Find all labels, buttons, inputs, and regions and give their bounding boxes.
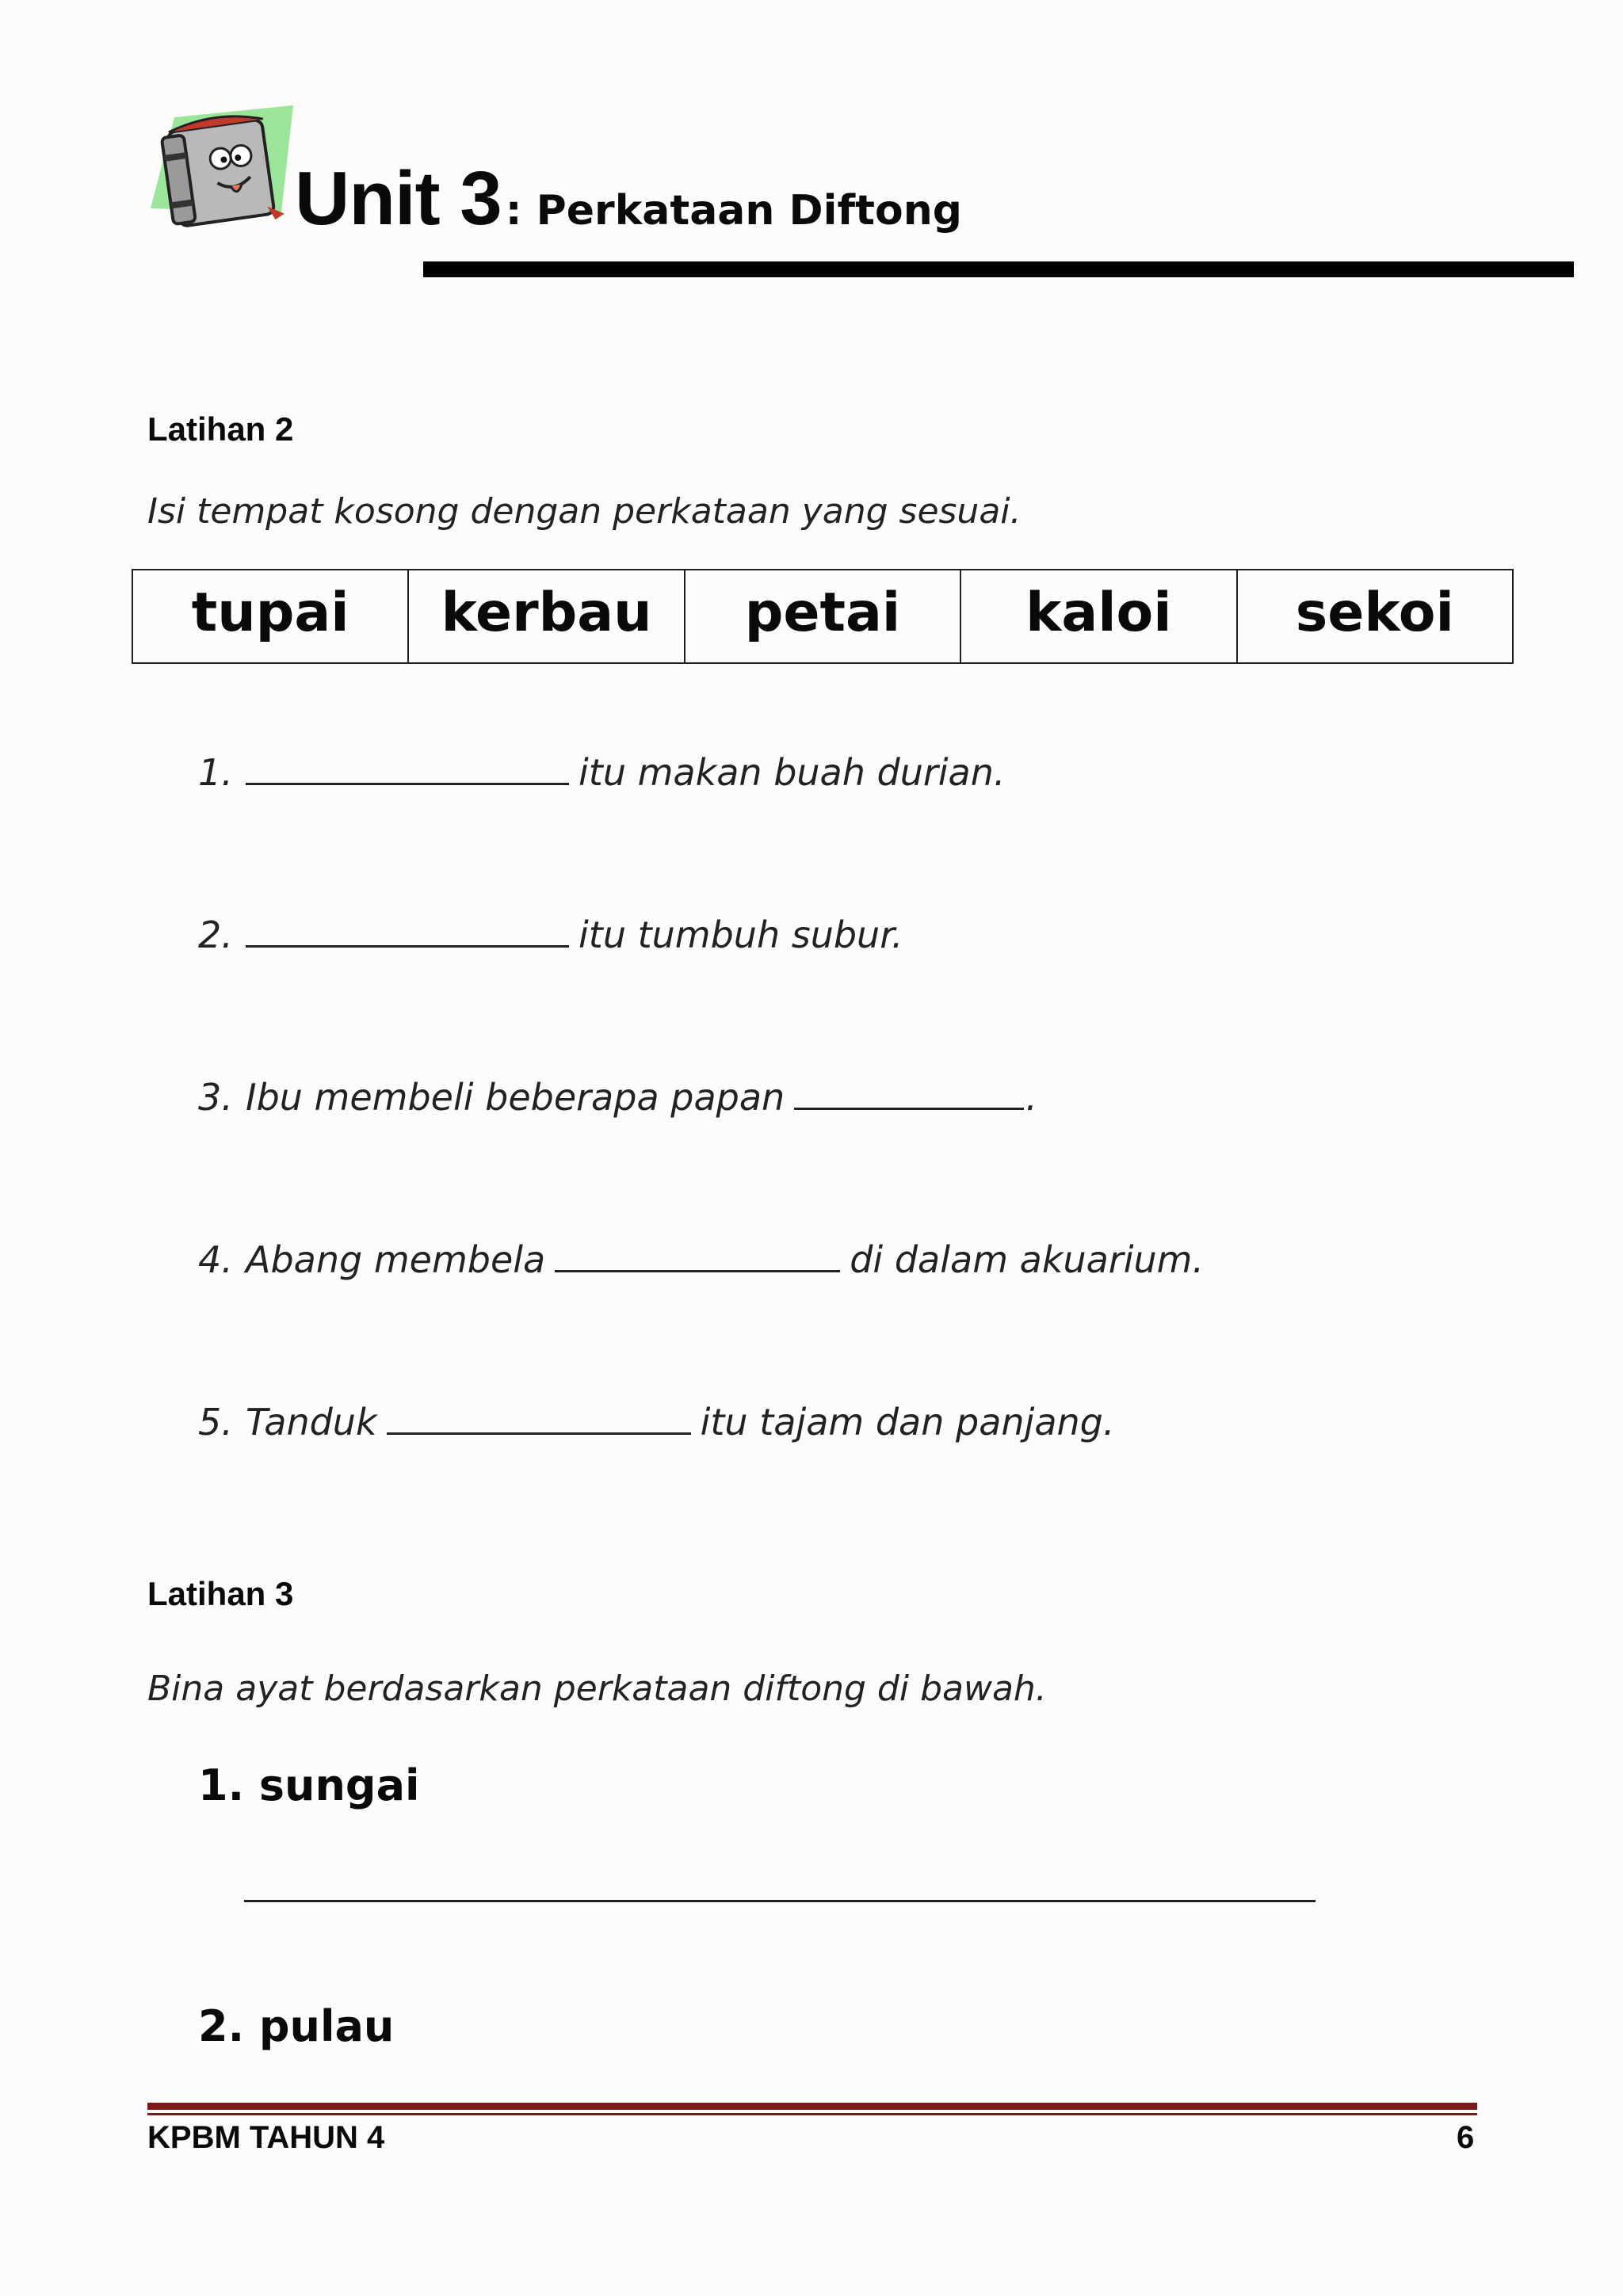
answer-blank[interactable] — [555, 1268, 840, 1272]
sentence-item: 1. sungai — [198, 1760, 420, 1810]
unit-label: Unit 3 — [295, 156, 502, 241]
latihan-2-heading: Latihan 2 — [147, 410, 294, 448]
latihan-3-instruction: Bina ayat berdasarkan perkataan diftong di bawah. — [147, 1669, 1047, 1709]
sentence-item: 2. pulau — [198, 2001, 395, 2051]
latihan-2-instruction: Isi tempat kosong dengan perkataan yang sesuai. — [147, 491, 1022, 532]
question-1: 1. itu makan buah durian. — [198, 751, 1006, 794]
question-2: 2. itu tumbuh subur. — [198, 913, 903, 956]
word-bank-cell: tupai — [132, 570, 408, 663]
page-title — [295, 155, 962, 242]
answer-blank[interactable] — [246, 944, 569, 948]
title-underline — [423, 261, 1574, 277]
question-5: 5. Tanduk itu tajam dan panjang. — [198, 1401, 1115, 1444]
word-bank-table — [132, 569, 1514, 664]
answer-blank[interactable] — [246, 781, 569, 785]
unit-subtitle: : Perkataan Diftong — [505, 187, 962, 235]
footer-rule-thin — [147, 2113, 1477, 2115]
word-bank-cell: kerbau — [408, 570, 684, 663]
question-3: 3. Ibu membeli beberapa papan . — [198, 1076, 1037, 1119]
book-mascot-icon — [143, 93, 301, 236]
latihan-3-heading: Latihan 3 — [147, 1575, 294, 1612]
footer-rule — [147, 2103, 1477, 2110]
answer-blank[interactable] — [387, 1431, 691, 1435]
footer-label: KPBM TAHUN 4 — [147, 2120, 385, 2155]
question-4: 4. Abang membela di dalam akuarium. — [198, 1238, 1205, 1281]
answer-line[interactable] — [244, 1900, 1316, 1902]
answer-blank[interactable] — [794, 1106, 1024, 1110]
page-number: 6 — [1457, 2120, 1475, 2155]
word-bank-cell: petai — [685, 570, 960, 663]
word-bank-cell: kaloi — [960, 570, 1236, 663]
word-bank-cell: sekoi — [1237, 570, 1513, 663]
